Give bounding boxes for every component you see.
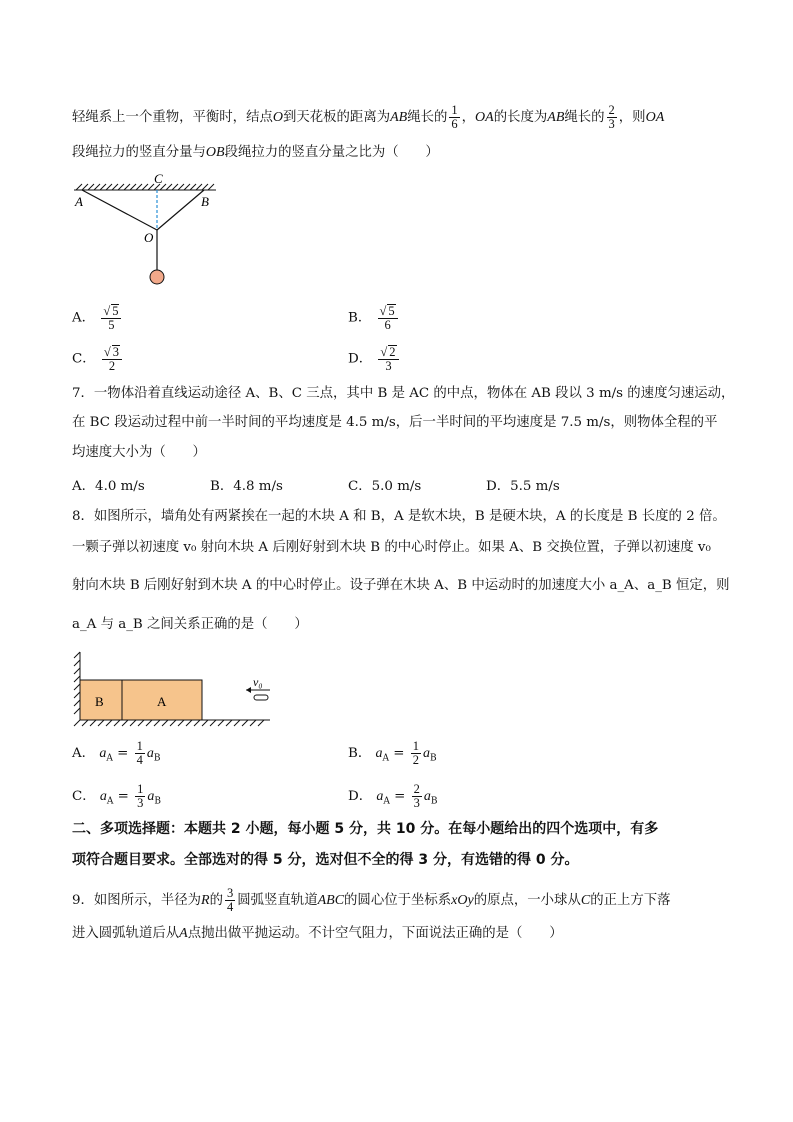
q7-option-C[interactable]: C．5.0 m/s bbox=[348, 479, 422, 494]
q6-option-C[interactable]: C． $\frac{√ 3}{2}$ bbox=[72, 345, 124, 373]
q6-option-B[interactable]: B． $\frac{√ 5}{6}$ bbox=[348, 304, 400, 332]
fraction-three-quarters: $\frac{3}{4}$ bbox=[227, 886, 234, 914]
q6-rope-figure bbox=[70, 170, 230, 290]
q7-line-3: 均速度大小为（ ） bbox=[72, 445, 206, 460]
q9-line-1: 9．如图所示，半径为R的 $\frac{3}{4}$ 圆弧竖直轨道ABC的圆心位于坐标系xOy的原点，一小球从C的正上方下落 bbox=[72, 886, 671, 914]
bullet bbox=[254, 695, 268, 700]
point-O: O bbox=[272, 110, 283, 125]
section2-heading-line-2: 项符合题目要求。全部选对的得 5 分，选对但不全的得 3 分，有选错的得 0 分。 bbox=[72, 852, 579, 868]
q8-option-B[interactable]: B． $a_A$ = $\frac{1}{2}$ $a_B$ bbox=[348, 739, 437, 767]
q8-blocks-figure bbox=[70, 648, 280, 728]
label-C: C bbox=[154, 171, 163, 186]
q6-line-2: 段绳拉力的竖直分量与OB段绳拉力的竖直分量之比为（ ） bbox=[72, 145, 439, 160]
q7-option-D[interactable]: D．5.5 m/s bbox=[486, 479, 560, 494]
velocity-arrow-head bbox=[246, 687, 251, 693]
label-O: O bbox=[144, 230, 154, 245]
q8-option-D[interactable]: D． $a_A$ = $\frac{2}{3}$ $a_B$ bbox=[348, 782, 438, 810]
q7-line-1: 7．一物体沿着直线运动途径 A、B、C 三点，其中 B 是 AC 的中点，物体在 AB 段以 3 m/s 的速度匀速运动， bbox=[72, 386, 735, 401]
label-block-A: A bbox=[157, 694, 167, 709]
weight-ball bbox=[150, 270, 164, 284]
label-block-B: B bbox=[95, 694, 104, 709]
label-v0: v₀ bbox=[253, 675, 263, 689]
rope-OA bbox=[82, 190, 157, 230]
q6-option-D[interactable]: D． $\frac{√ 2}{3}$ bbox=[348, 345, 401, 373]
q8-option-C[interactable]: C． $a_A$ = $\frac{1}{3}$ $a_B$ bbox=[72, 782, 162, 810]
q6-line-1: 轻绳系上一个重物，平衡时，结点O到天花板的距离为AB绳长的 $\frac{1}{6}$ ，OA的长度为AB绳长的 $\frac{2}{3}$ ，则OA bbox=[72, 103, 665, 131]
fraction-two-thirds: $\frac{2}{3}$ bbox=[608, 103, 615, 131]
label-B: B bbox=[201, 194, 209, 209]
rope-OB bbox=[157, 190, 204, 230]
q8-line-4: a_A 与 a_B 之间关系正确的是（ ） bbox=[72, 617, 308, 632]
segment-OA: OA bbox=[475, 110, 494, 125]
label-A: A bbox=[75, 194, 83, 209]
segment-OB: OB bbox=[205, 145, 225, 160]
q8-option-A[interactable]: A． $a_A$ = $\frac{1}{4}$ $a_B$ bbox=[72, 739, 161, 767]
q8-line-2: 一颗子弹以初速度 v₀ 射向木块 A 后刚好射到木块 B 的中心时停止。如果 A、B 交换位置，子弹以初速度 v₀ bbox=[72, 540, 711, 555]
q8-line-3: 射向木块 B 后刚好射到木块 A 的中心时停止。设子弹在木块 A、B 中运动时的加速度大小 a_A、a_B 恒定，则 bbox=[72, 578, 730, 593]
q6-option-A[interactable]: A． $\frac{√ 5}{5}$ bbox=[72, 304, 123, 332]
q7-option-A[interactable]: A．4.0 m/s bbox=[72, 479, 145, 494]
q7-option-B[interactable]: B．4.8 m/s bbox=[210, 479, 283, 494]
ceiling-hatching bbox=[74, 184, 216, 190]
segment-AB: AB bbox=[390, 110, 408, 125]
q7-line-2: 在 BC 段运动过程中前一半时间的平均速度是 4.5 m/s，后一半时间的平均速度是 7.5 m/s，则物体全程的平 bbox=[72, 415, 718, 430]
fraction-one-sixth: $\frac{1}{6}$ bbox=[451, 103, 458, 131]
section2-heading-line-1: 二、多项选择题：本题共 2 小题，每小题 5 分，共 10 分。在每小题给出的四个选项中，有多 bbox=[72, 821, 659, 837]
q9-line-2: 进入圆弧轨道后从A点抛出做平抛运动。不计空气阻力，下面说法正确的是（ ） bbox=[72, 926, 563, 941]
q8-line-1: 8．如图所示，墙角处有两紧挨在一起的木块 A 和 B，A 是软木块，B 是硬木块，A 的长度是 B 长度的 2 倍。 bbox=[72, 509, 726, 524]
